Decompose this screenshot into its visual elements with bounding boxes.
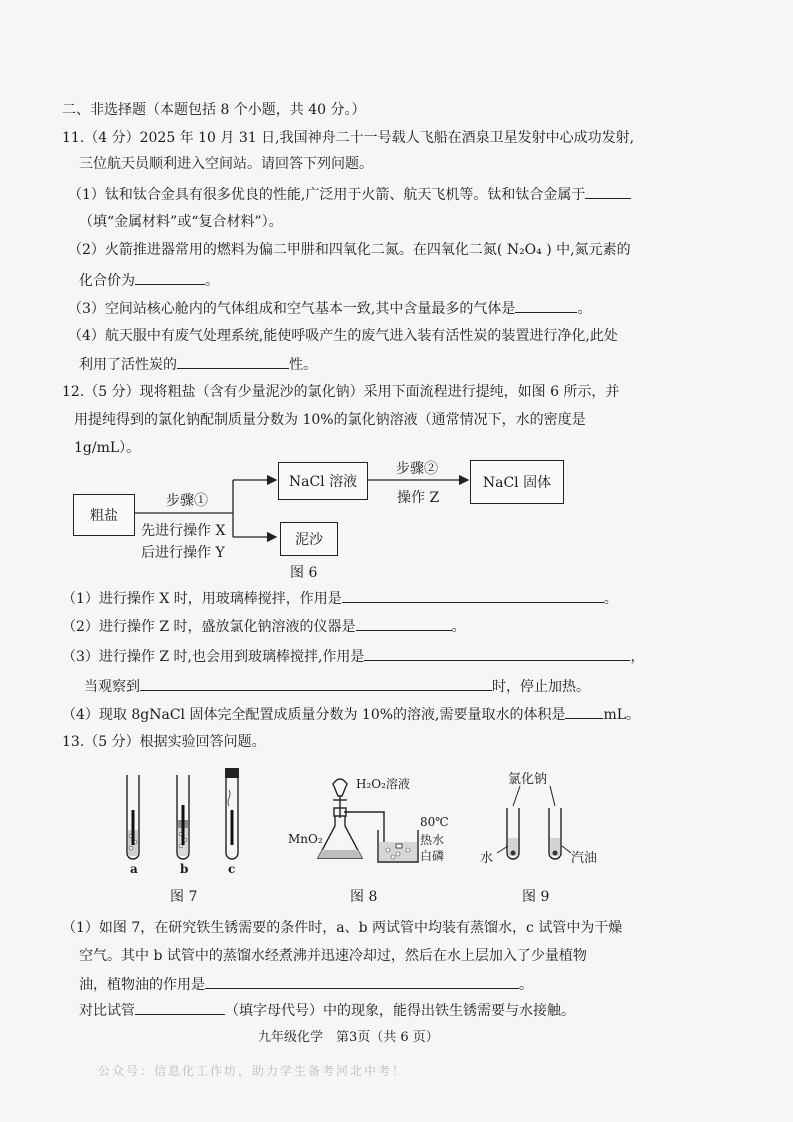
white-phosphorus-label: 白磷 bbox=[420, 849, 445, 863]
fig7-caption: 图 7 bbox=[170, 889, 198, 905]
fig6-caption: 图 6 bbox=[290, 565, 318, 581]
q11-stem-line2: 三位航天员顺利进入空间站。请回答下列问题。 bbox=[79, 156, 373, 172]
tube-c-label: c bbox=[228, 862, 236, 876]
q12-part3-line1: （3）进行操作 Z 时,也会用到玻璃棒搅拌,作用是 ， bbox=[62, 649, 645, 665]
q12-stem-line3: 1g/mL）。 bbox=[74, 440, 141, 456]
q12-stem-line2: 用提纯得到的氯化钠配制质量分数为 10%的氯化钠溶液（通常情况下，水的密度是 bbox=[74, 412, 586, 428]
temperature-label: 80℃ bbox=[420, 815, 449, 829]
step1-label: 步骤① bbox=[166, 493, 208, 509]
q13-part1-line4: 对比试管 （填字母代号）中的现象，能得出铁生锈需要与水接触。 bbox=[79, 1003, 575, 1019]
tube-b-label: b bbox=[180, 862, 189, 876]
q12-part1: （1）进行操作 X 时，用玻璃棒搅拌，作用是 。 bbox=[62, 591, 618, 607]
step2-label: 步骤② bbox=[396, 461, 438, 477]
q11-stem-line1: 11.（4 分）2025 年 10 月 31 日,我国神舟二十一号载人飞船在酒泉卫星发射中心成功发射, bbox=[62, 130, 635, 146]
answer-blank bbox=[205, 975, 519, 989]
q12-part4: （4）现取 8gNaCl 固体完全配置成质量分数为 10%的溶液,需要量取水的体积是 mL。 bbox=[62, 707, 641, 723]
mno2-label: MnO₂ bbox=[288, 832, 323, 846]
nacl-solution-box: NaCl 溶液 bbox=[278, 462, 368, 500]
q11-part3: （3）空间站核心舱内的气体组成和空气基本一致,其中含量最多的气体是 。 bbox=[68, 301, 592, 317]
q13-part1-line1: （1）如图 7，在研究铁生锈需要的条件时，a、b 两试管中均装有蒸馏水，c 试管中为干燥 bbox=[62, 920, 623, 936]
q12-stem-line1: 12.（5 分）现将粗盐（含有少量泥沙的氯化钠）采用下面流程进行提纯，如图 6 所示，并 bbox=[62, 384, 620, 400]
sodium-chloride-label: 氯化钠 bbox=[508, 772, 548, 787]
operation-z-label: 操作 Z bbox=[397, 490, 440, 506]
gasoline-label: 汽油 bbox=[571, 851, 598, 866]
q11-part4-line1: （4）航天服中有废气处理系统,能使呼吸产生的废气进入装有活性炭的装置进行净化,此处 bbox=[68, 328, 618, 344]
answer-blank bbox=[135, 1001, 225, 1015]
q11-part2-line2: 化合价为 。 bbox=[79, 273, 219, 289]
operation-y-label: 后进行操作 Y bbox=[141, 545, 225, 561]
hot-water-label: 热水 bbox=[420, 833, 445, 847]
nacl-solid-box: NaCl 固体 bbox=[470, 460, 564, 504]
watermark: 公众号：信息化工作坊，助力学生备考河北中考！ bbox=[98, 1064, 407, 1078]
tube-a-label: a bbox=[130, 862, 138, 876]
q11-part1-line1: （1）钛和钛合金具有很多优良的性能,广泛用于火箭、航天飞机等。钛和钛合金属于 bbox=[68, 185, 631, 204]
water-label: 水 bbox=[480, 851, 494, 866]
fig8-caption: 图 8 bbox=[350, 889, 378, 905]
q12-part2: （2）进行操作 Z 时，盛放氯化钠溶液的仪器是 。 bbox=[62, 619, 466, 635]
h2o2-label: H₂O₂溶液 bbox=[356, 777, 410, 791]
q13-part1-line3: 油，植物油的作用是 。 bbox=[79, 977, 533, 993]
q12-part3-line2: 当观察到 时，停止加热。 bbox=[84, 679, 590, 695]
sediment-box: 泥沙 bbox=[280, 522, 338, 556]
q13-stem: 13.（5 分）根据实验回答问题。 bbox=[62, 734, 266, 750]
crude-salt-box: 粗盐 bbox=[73, 494, 135, 536]
page-footer: 九年级化学 第3页（共 6 页） bbox=[258, 1030, 439, 1045]
q11-part1-line2: （填“金属材料”或“复合材料”）。 bbox=[79, 214, 283, 230]
q13-part1-line2: 空气。其中 b 试管中的蒸馏水经煮沸并迅速冷却过，然后在水上层加入了少量植物 bbox=[79, 948, 587, 964]
q11-part4-line2: 利用了活性炭的 性。 bbox=[79, 357, 317, 373]
operation-x-label: 先进行操作 X bbox=[141, 523, 226, 539]
q11-part2-line1: （2）火箭推进器常用的燃料为偏二甲肼和四氧化二氮。在四氧化二氮( N₂O₄ ) 中,氮元素的 bbox=[68, 242, 631, 258]
section-header: 二、非选择题（本题包括 8 个小题，共 40 分。） bbox=[62, 102, 366, 118]
fig9-caption: 图 9 bbox=[522, 889, 550, 905]
